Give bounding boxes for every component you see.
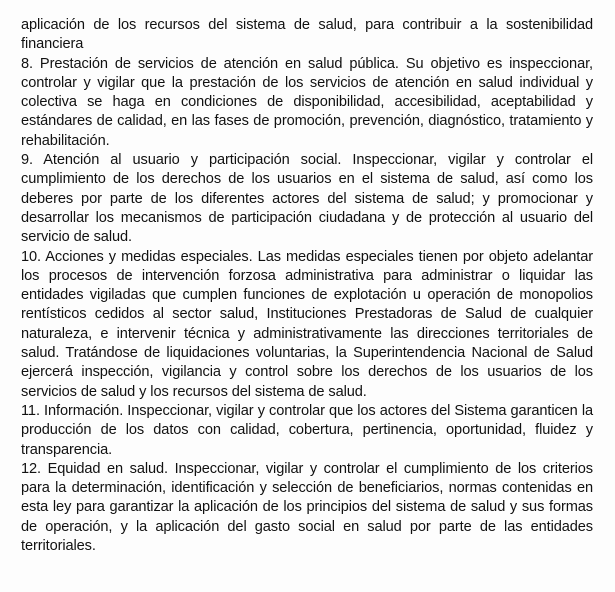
paragraph-item-8: 8. Prestación de servicios de atención en salud pública. Su objetivo es inspeccionar, controlar y vigilar que la prestación de los servicios de atención en salud individual y colectiva se haga en condiciones de disponibilidad, accesibilidad, aceptabilidad y estándares de calidad, en las fases de promoción, prevención, diagnóstico, tratamiento y rehabilitación. <box>21 55 593 149</box>
paragraph-continuation: aplicación de los recursos del sistema de salud, para contribuir a la sostenibilidad financiera <box>21 17 593 53</box>
document-body <box>21 16 593 556</box>
paragraph-item-9: 9. Atención al usuario y participación social. Inspeccionar, vigilar y controlar el cumplimiento de los derechos de los usuarios en el sistema de salud, así como los deberes por parte de los diferentes actores del sistema de salud; y promocionar y desarrollar los mecanismos de participación ciudadana y de protección al usuario del servicio de salud. <box>21 152 593 246</box>
paragraph-item-10: 10. Acciones y medidas especiales. Las medidas especiales tienen por objeto adelantar los procesos de intervención forzosa administrativa para administrar o liquidar las entidades vigiladas que cumplen funciones de explotación u operación de monopolios rentísticos cedidos al sector salud, Instituciones Prestadoras de Salud de cualquier naturaleza, e intervenir técnica y administrativamente las direcciones territoriales de salud. Tratándose de liquidaciones voluntarias, la Superintendencia Nacional de Salud ejercerá inspección, vigilancia y control sobre los derechos de los usuarios de los servicios de salud y los recursos del sistema de salud. <box>21 248 593 400</box>
paragraph-item-12: 12. Equidad en salud. Inspeccionar, vigilar y controlar el cumplimiento de los criterios para la determinación, identificación y selección de beneficiarios, normas contenidas en esta ley para garantizar la aplicación de los principios del sistema de salud y sus formas de operación, y la aplicación del gasto social en salud por parte de las entidades territoriales. <box>21 460 593 555</box>
paragraph-item-11: 11. Información. Inspeccionar, vigilar y controlar que los actores del Sistema garanticen la producción de los datos con calidad, cobertura, pertinencia, oportunidad, fluidez y transparencia. <box>21 402 593 458</box>
